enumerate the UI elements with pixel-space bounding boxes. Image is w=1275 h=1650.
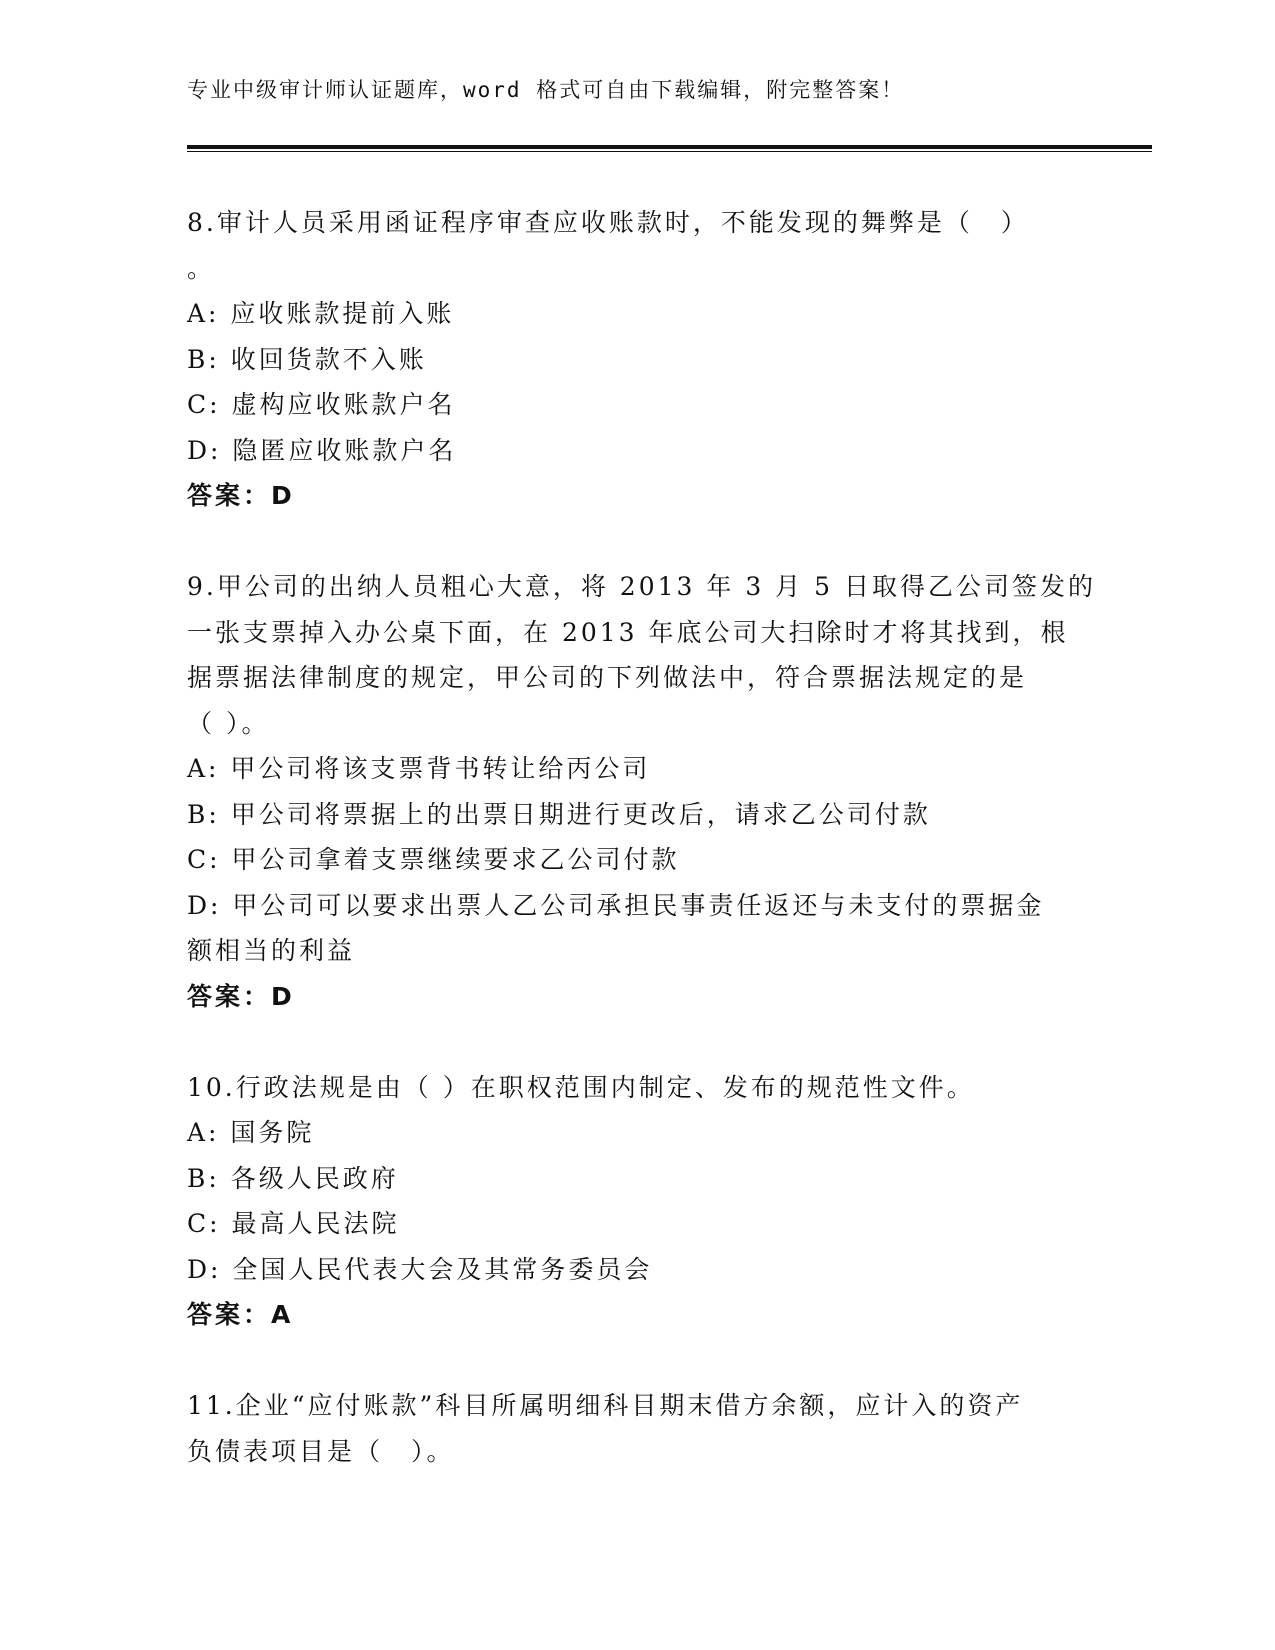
- option-a: A: 应收账款提前入账: [187, 299, 455, 328]
- answer: 答案：D: [187, 481, 295, 510]
- option-c: C: 最高人民法院: [187, 1209, 400, 1238]
- option-d: D: 甲公司可以要求出票人乙公司承担民事责任返还与未支付的票据金: [187, 890, 1045, 920]
- option-b: B: 收回货款不入账: [187, 344, 427, 374]
- option-c: C: 甲公司拿着支票继续要求乙公司付款: [187, 845, 680, 874]
- question-stem-line: 10.行政法规是由（ ）在职权范围内制定、发布的规范性文件。: [187, 1072, 975, 1102]
- option-b: B: 甲公司将票据上的出票日期进行更改后，请求乙公司付款: [187, 799, 931, 829]
- answer: 答案：A: [187, 1300, 294, 1329]
- option-b: B: 各级人民政府: [187, 1163, 399, 1193]
- question-stem-line: 负债表项目是（ ）。: [187, 1436, 455, 1466]
- question-10: [187, 1065, 1087, 1338]
- question-9: [187, 564, 1096, 1019]
- option-a: A: 国务院: [187, 1118, 315, 1147]
- option-d: D: 隐匿应收账款户名: [187, 435, 457, 465]
- question-stem-line: 据票据法律制度的规定，甲公司的下列做法中，符合票据法规定的是: [187, 663, 1028, 692]
- option-d: D: 全国人民代表大会及其常务委员会: [187, 1254, 653, 1284]
- spacer: [187, 519, 1087, 565]
- question-list: [187, 200, 1096, 1474]
- spacer: [187, 1019, 1087, 1065]
- question-stem-line: 9.甲公司的出纳人员粗心大意，将 2013 年 3 月 5 日取得乙公司签发的: [187, 572, 1096, 601]
- option-a: A: 甲公司将该支票背书转让给丙公司: [187, 754, 651, 783]
- question-11: [187, 1383, 1087, 1474]
- header-rule-thick: [187, 145, 1152, 149]
- question-stem-line: （ ）。: [187, 708, 270, 738]
- spacer: [187, 1338, 1087, 1384]
- answer: 答案：D: [187, 981, 295, 1011]
- question-stem-line: 。: [187, 253, 216, 283]
- header-rule-thin: [187, 151, 1152, 152]
- page-header: 专业中级审计师认证题库，word 格式可自由下载编辑，附完整答案！: [187, 78, 905, 102]
- option-d-continued: 额相当的利益: [187, 936, 356, 965]
- question-stem-line: 一张支票掉入办公桌下面，在 2013 年底公司大扫除时才将其找到，根: [187, 617, 1069, 647]
- question-stem-line: 11.企业“应付账款”科目所属明细科目期末借方余额，应计入的资产: [187, 1391, 1024, 1420]
- question-stem-line: 8.审计人员采用函证程序审查应收账款时，不能发现的舞弊是（ ）: [187, 208, 1029, 237]
- question-8: [187, 200, 1087, 519]
- option-c: C: 虚构应收账款户名: [187, 390, 456, 419]
